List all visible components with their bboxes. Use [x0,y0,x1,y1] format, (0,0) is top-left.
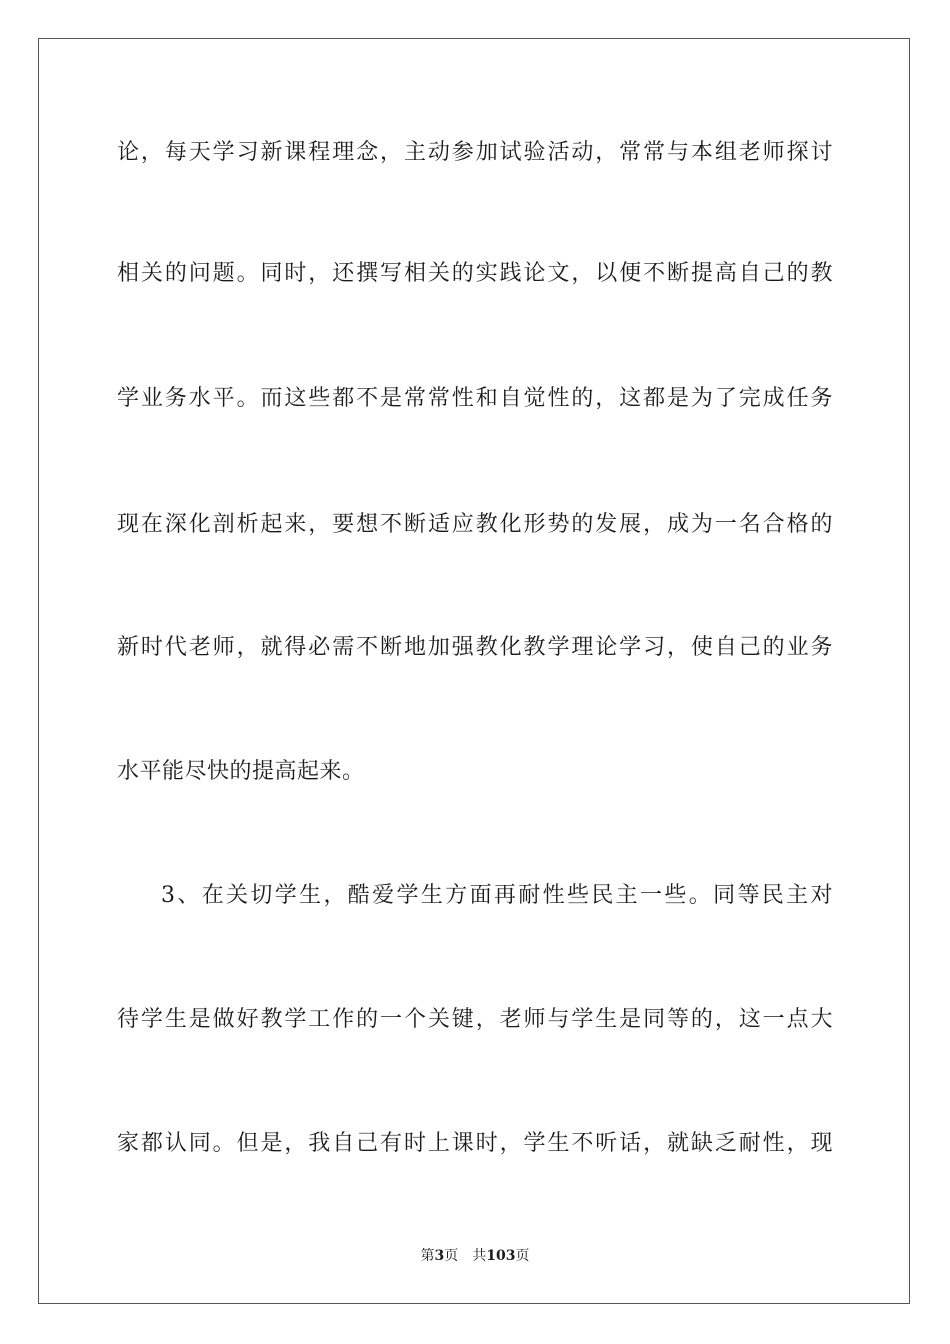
total-suffix: 页 [515,1248,530,1264]
body-text-line-1: 论，每天学习新课程理念，主动参加试验活动，常常与本组老师探讨 [117,140,833,165]
body-text-line-9: 家都认同。但是，我自己有时上课时，学生不听话，就缺乏耐性，现 [117,1131,833,1156]
body-text-line-3: 学业务水平。而这些都不是常常性和自觉性的，这都是为了完成任务 [117,386,833,411]
body-text-line-6: 水平能尽快的提高起来。 [117,759,365,784]
page-number: 3 [434,1248,445,1264]
total-pages: 103 [486,1248,516,1264]
body-text-line-8: 待学生是做好教学工作的一个关键，老师与学生是同等的，这一点大 [117,1007,833,1032]
page-footer [0,1246,950,1266]
body-text-line-7: 3、在关切学生，酷爱学生方面再耐性些民主一些。同等民主对 [161,883,833,908]
body-text-line-2: 相关的问题。同时，还撰写相关的实践论文，以便不断提高自己的教 [117,261,833,286]
page-suffix: 页 [444,1248,459,1264]
page-prefix: 第 [420,1248,435,1264]
page-frame [38,38,910,1304]
total-prefix: 共 [472,1248,487,1264]
body-text-line-4: 现在深化剖析起来，要想不断适应教化形势的发展，成为一名合格的 [117,512,833,537]
body-text-line-5: 新时代老师，就得必需不断地加强教化教学理论学习，使自己的业务 [117,635,833,660]
